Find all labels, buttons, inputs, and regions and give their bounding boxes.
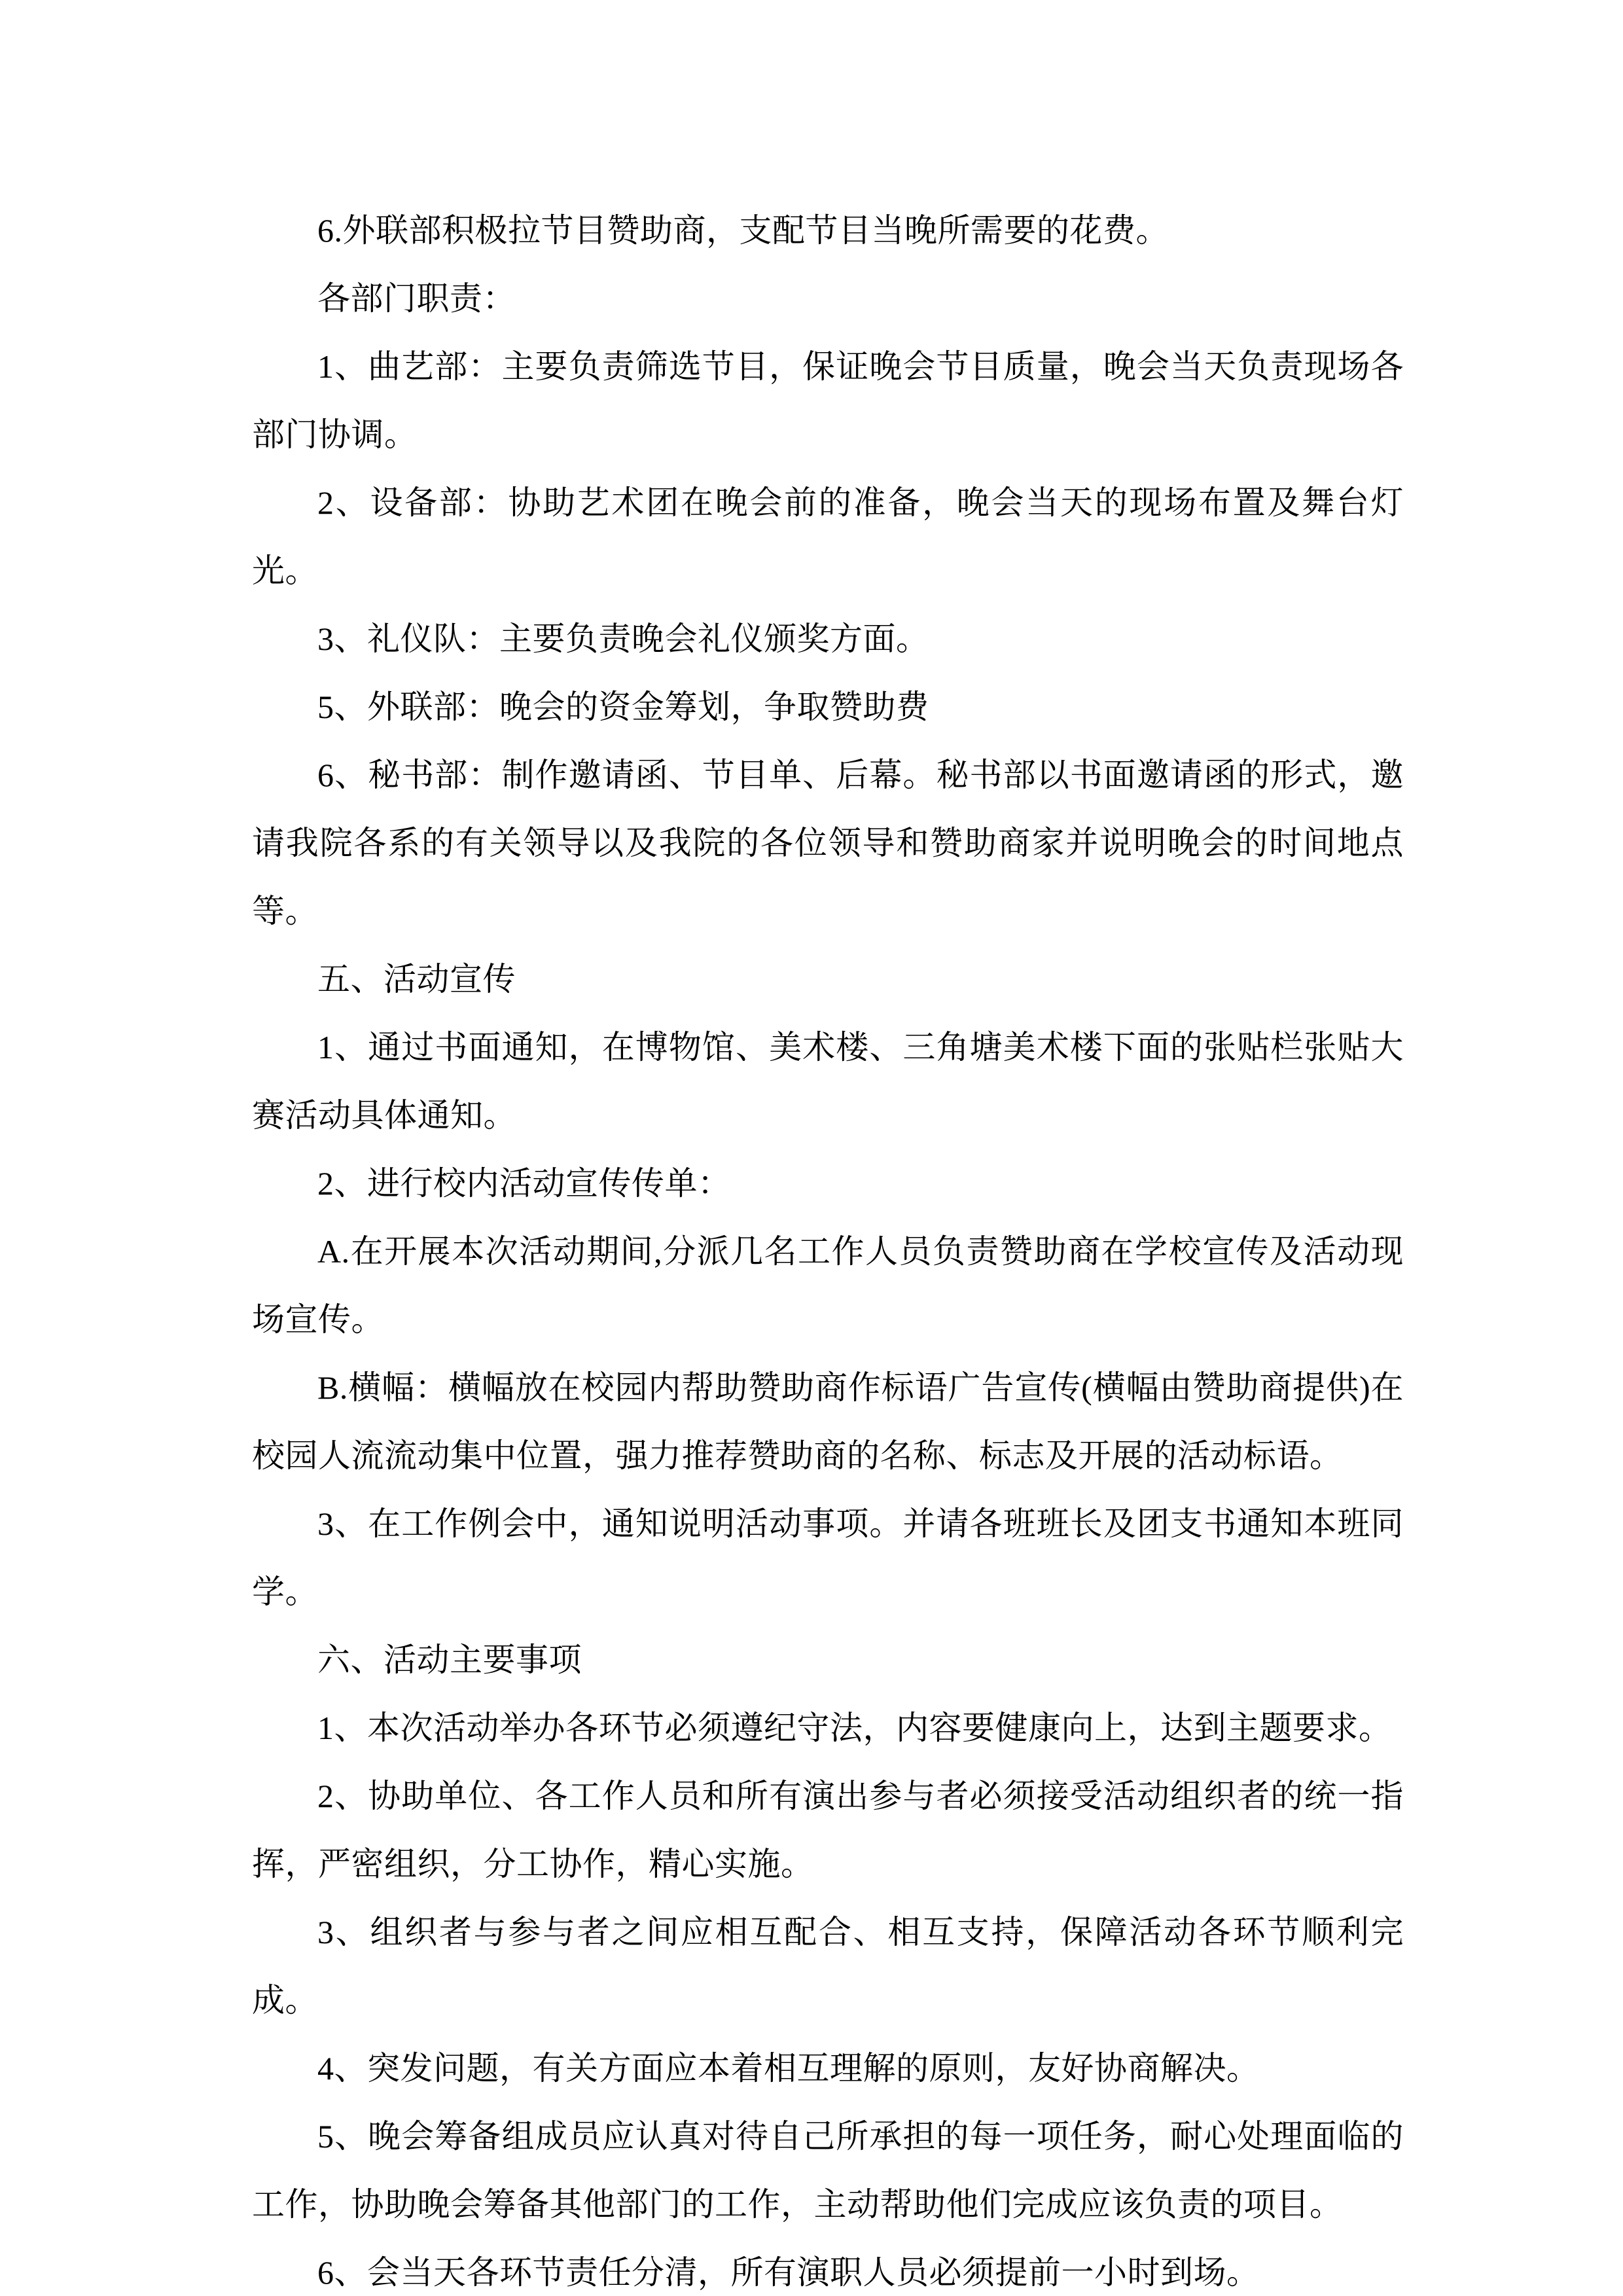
paragraph-publicity-item-b: B.横幅：横幅放在校园内帮助赞助商作标语广告宣传(横幅由赞助商提供)在校园人流流动集中位置，强力推荐赞助商的名称、标志及开展的活动标语。 <box>252 1369 1404 1474</box>
paragraph-publicity-meeting: 3、在工作例会中，通知说明活动事项。并请各班班长及团支书通知本班同学。 <box>252 1505 1404 1610</box>
paragraph-dept-outreach: 5、外联部：晚会的资金筹划，争取赞助费 <box>317 689 929 725</box>
paragraph-matter-1: 1、本次活动举办各环节必须遵纪守法，内容要健康向上，达到主题要求。 <box>317 1710 1392 1746</box>
paragraph-section-main-matters: 六、活动主要事项 <box>317 1641 582 1678</box>
paragraph-dept-secretary: 6、秘书部：制作邀请函、节目单、后幕。秘书部以书面邀请函的形式，邀请我院各系的有关领导以及我院的各位领导和赞助商家并说明晚会的时间地点等。 <box>252 757 1404 929</box>
paragraph-publicity-item-a: A.在开展本次活动期间,分派几名工作人员负责赞助商在学校宣传及活动现场宣传。 <box>252 1233 1404 1338</box>
paragraph-departments-heading: 各部门职责： <box>317 280 516 317</box>
paragraph-matter-6: 6、会当天各环节责任分清，所有演职人员必须提前一小时到场。 <box>317 2254 1260 2291</box>
paragraph-publicity-leaflet: 2、进行校内活动宣传传单： <box>317 1165 731 1202</box>
paragraph-sponsor-duty: 6.外联部积极拉节目赞助商，支配节目当晚所需要的花费。 <box>317 212 1169 249</box>
paragraph-dept-quyi: 1、曲艺部：主要负责筛选节目，保证晚会节目质量，晚会当天负责现场各部门协调。 <box>252 348 1404 453</box>
paragraph-matter-4: 4、突发问题，有关方面应本着相互理解的原则，友好协商解决。 <box>317 2050 1260 2087</box>
paragraph-matter-2: 2、协助单位、各工作人员和所有演出参与者必须接受活动组织者的统一指挥，严密组织，分工协作，精心实施。 <box>252 1778 1404 1882</box>
paragraph-section-publicity: 五、活动宣传 <box>317 961 516 997</box>
paragraph-dept-equipment: 2、设备部：协助艺术团在晚会前的准备，晚会当天的现场布置及舞台灯光。 <box>252 484 1404 589</box>
paragraph-dept-etiquette: 3、礼仪队：主要负责晚会礼仪颁奖方面。 <box>317 620 929 657</box>
paragraph-publicity-notice: 1、通过书面通知，在博物馆、美术楼、三角塘美术楼下面的张贴栏张贴大赛活动具体通知。 <box>252 1029 1404 1134</box>
paragraph-matter-3: 3、组织者与参与者之间应相互配合、相互支持，保障活动各环节顺利完成。 <box>252 1914 1404 2018</box>
paragraph-matter-5: 5、晚会筹备组成员应认真对待自己所承担的每一项任务，耐心处理面临的工作，协助晚会筹备其他部门的工作，主动帮助他们完成应该负责的项目。 <box>252 2118 1404 2223</box>
